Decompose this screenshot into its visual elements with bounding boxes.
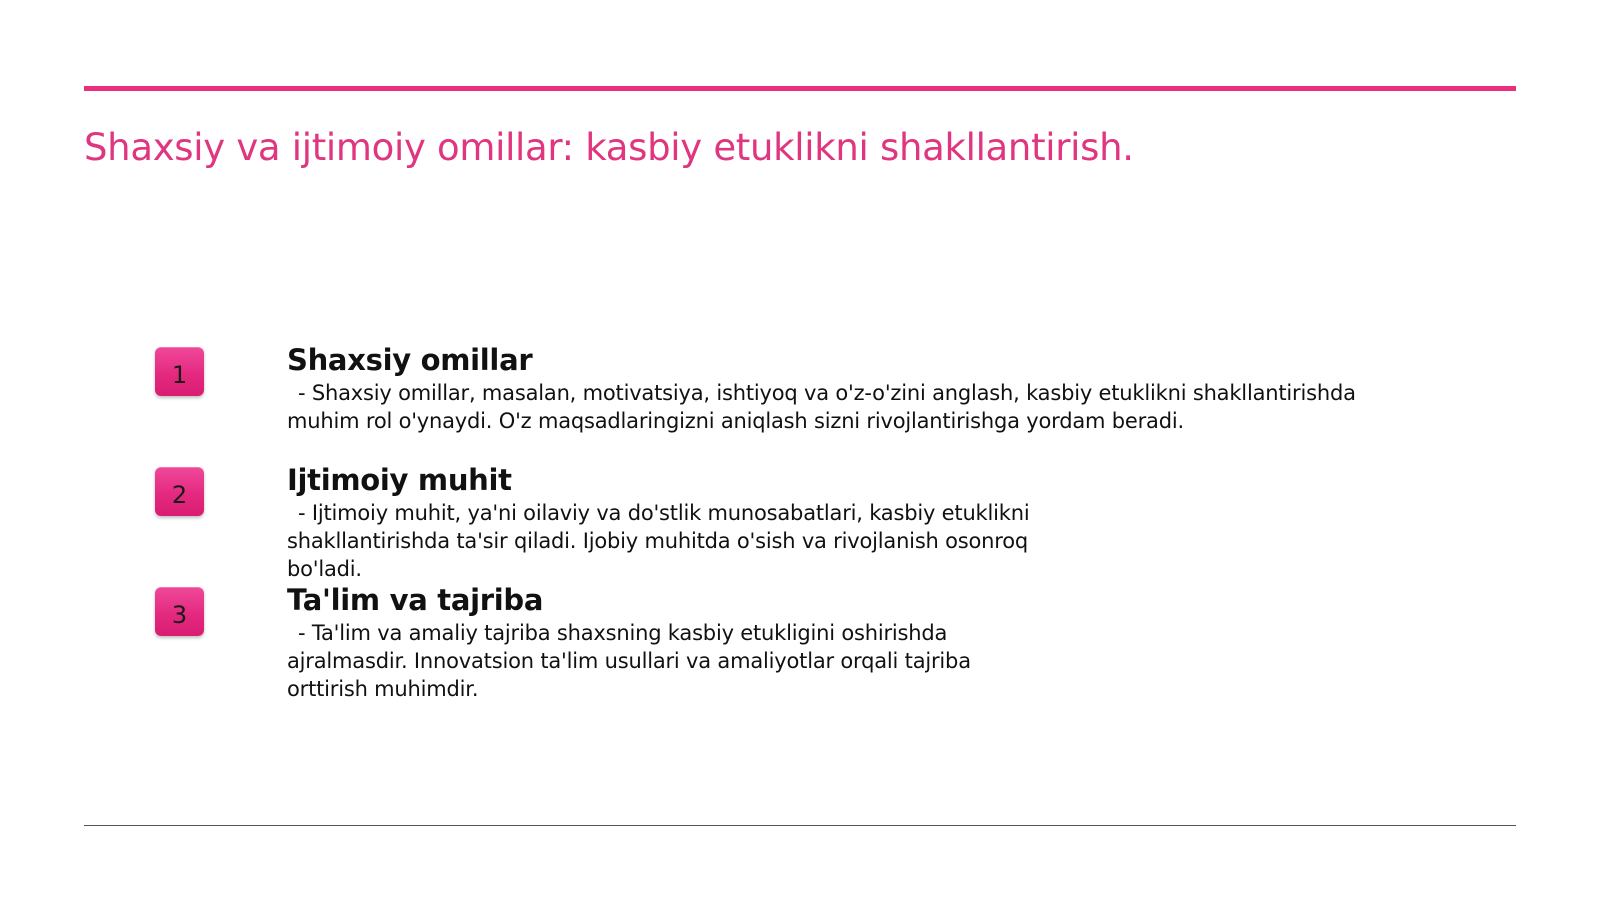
number-badge-1: 1 [155, 347, 204, 396]
item-heading-1: Shaxsiy omillar [287, 343, 533, 377]
item-description-3: - Ta'lim va amaliy tajriba shaxsning kasbiy etukligini oshirishda ajralmasdir. Innovatsion ta'lim usullari va amaliyotlar orqali tajriba orttirish muhimdir. [287, 621, 971, 701]
item-heading-2: Ijtimoiy muhit [287, 463, 512, 497]
item-heading-3: Ta'lim va tajriba [287, 583, 544, 617]
item-description-2: - Ijtimoiy muhit, ya'ni oilaviy va do'stlik munosabatlari, kasbiy etuklikni shakllantirishda ta'sir qiladi. Ijobiy muhitda o'sish va rivojlanish osonroq bo'ladi. [287, 501, 1030, 581]
item-description-1: - Shaxsiy omillar, masalan, motivatsiya, ishtiyoq va o'z-o'zini anglash, kasbiy etuklikni shakllantirishda muhim rol o'ynaydi. O'z maqsadlaringizni aniqlash sizni rivojlantirishga yordam beradi. [287, 381, 1356, 433]
number-badge-3: 3 [155, 587, 204, 636]
slide-title: Shaxsiy va ijtimoiy omillar: kasbiy etuklikni shakllantirish. [84, 126, 1134, 169]
number-badge-2: 2 [155, 467, 204, 516]
bottom-divider [84, 825, 1516, 826]
top-accent-rule [84, 86, 1516, 91]
